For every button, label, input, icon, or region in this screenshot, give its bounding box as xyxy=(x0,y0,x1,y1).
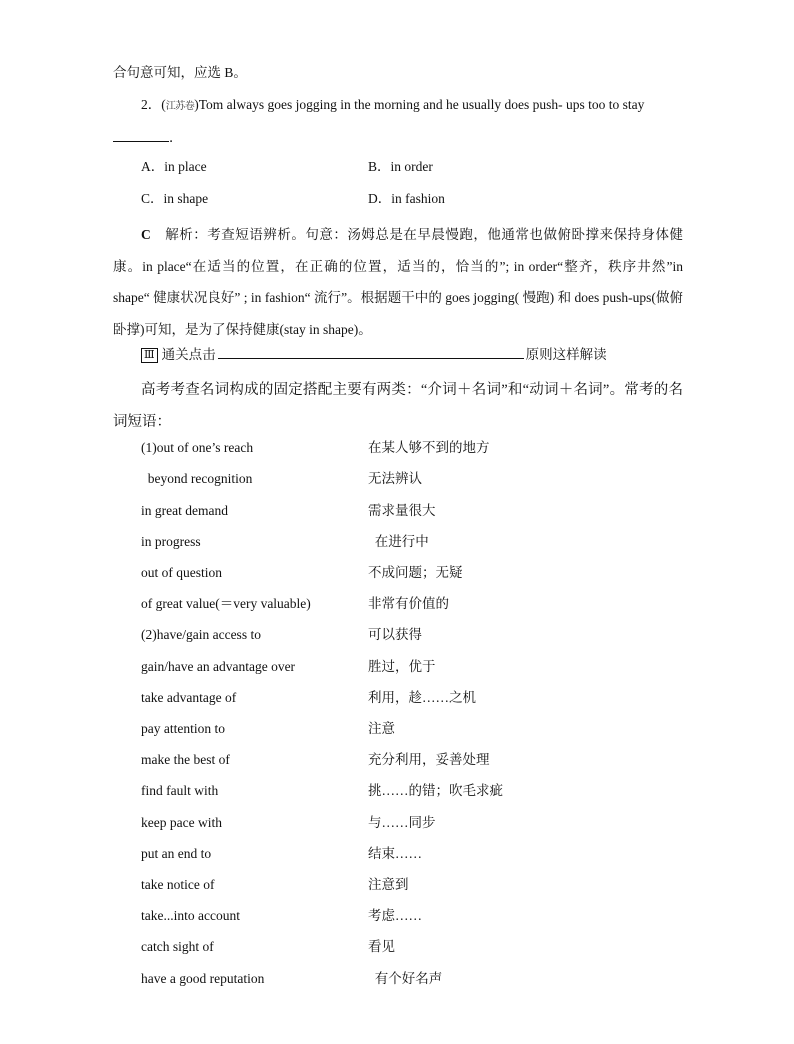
question-stem xyxy=(141,95,686,117)
phrase-zh: 有个好名声 xyxy=(368,971,443,986)
phrase-en: of great value(＝very valuable) xyxy=(141,596,311,611)
phrase-zh: 与……同步 xyxy=(368,815,436,830)
phrase-en: have a good reputation xyxy=(141,971,265,986)
question-stem-end xyxy=(113,127,683,148)
phrase-zh: 利用，趁……之机 xyxy=(368,690,476,705)
phrase-zh: 在某人够不到的地方 xyxy=(368,440,490,455)
phrase-en: in great demand xyxy=(141,503,228,518)
phrase-zh: 在进行中 xyxy=(368,534,429,549)
question-stem-text: )Tom always goes jogging in the morning and he usually does push- ups too to stay xyxy=(194,97,645,112)
phrase-en: gain/have an advantage over xyxy=(141,659,296,674)
phrase-en: keep pace with xyxy=(141,815,222,830)
phrase-en: take advantage of xyxy=(141,690,237,705)
phrase-en: (1)out of one’s reach xyxy=(141,440,254,455)
option-d: D．in fashion xyxy=(368,191,445,206)
phrase-en: take...into account xyxy=(141,908,240,923)
phrase-en: in progress xyxy=(141,534,201,549)
option-c: C．in shape xyxy=(141,191,209,206)
answer-blank xyxy=(113,127,169,142)
phrase-en: take notice of xyxy=(141,877,215,892)
phrase-en: out of question xyxy=(141,565,222,580)
phrase-zh: 注意 xyxy=(368,721,395,736)
analysis-answer: C xyxy=(141,227,151,242)
phrase-zh: 挑……的错；吹毛求疵 xyxy=(368,783,503,798)
section-header xyxy=(141,344,607,364)
phrase-zh: 充分利用，妥善处理 xyxy=(368,752,490,767)
intro-paragraph: 高考考查名词构成的固定搭配主要有两类：“介词＋名词”和“动词＋名词”。常考的名词短语： xyxy=(113,382,683,430)
question-number: 2．( xyxy=(141,97,166,112)
phrase-zh: 无法辨认 xyxy=(368,471,422,486)
phrase-zh: 不成问题；无疑 xyxy=(368,565,463,580)
phrase-zh: 看见 xyxy=(368,939,395,954)
option-a: A．in place xyxy=(141,159,207,174)
phrase-en: make the best of xyxy=(141,752,230,767)
phrase-en: (2)have/gain access to xyxy=(141,627,261,642)
section-number-box: Ⅲ xyxy=(141,348,158,363)
section-label: 通关点击 xyxy=(161,347,216,362)
phrase-zh: 注意到 xyxy=(368,877,409,892)
phrase-en: put an end to xyxy=(141,846,212,861)
question-source: 江苏卷 xyxy=(165,101,195,112)
phrase-zh: 结束…… xyxy=(368,846,422,861)
phrase-en: catch sight of xyxy=(141,939,214,954)
section-blank xyxy=(218,344,524,359)
top-line: 合句意可知，应选 B。 xyxy=(113,65,247,80)
analysis-text: 解析：考查短语辨析。句意：汤姆总是在早晨慢跑，他通常也做俯卧撑来保持身体健康。in place“在适当的位置，在正确的位置，适当的，恰当的”; in order“整齐，秩序井然”in shape“ 健康状况良好” ; in fashion“ 流行”。根据题干中的 goes jogging( 慢跑) 和 does push-ups(做俯卧撑)可知，是为了保持健康(stay in shape)。 xyxy=(113,227,683,337)
phrase-zh: 胜过，优于 xyxy=(368,659,436,674)
phrase-zh: 非常有价值的 xyxy=(368,596,449,611)
phrase-zh: 需求量很大 xyxy=(368,503,436,518)
phrase-en: find fault with xyxy=(141,783,219,798)
section-suffix: 原则这样解读 xyxy=(525,347,607,362)
option-b: B．in order xyxy=(368,159,433,174)
phrase-en: beyond recognition xyxy=(141,471,253,486)
analysis-paragraph xyxy=(113,219,683,345)
phrase-zh: 考虑…… xyxy=(368,908,422,923)
phrase-en: pay attention to xyxy=(141,721,225,736)
phrase-zh: 可以获得 xyxy=(368,627,422,642)
stem-period: ． xyxy=(169,130,183,145)
